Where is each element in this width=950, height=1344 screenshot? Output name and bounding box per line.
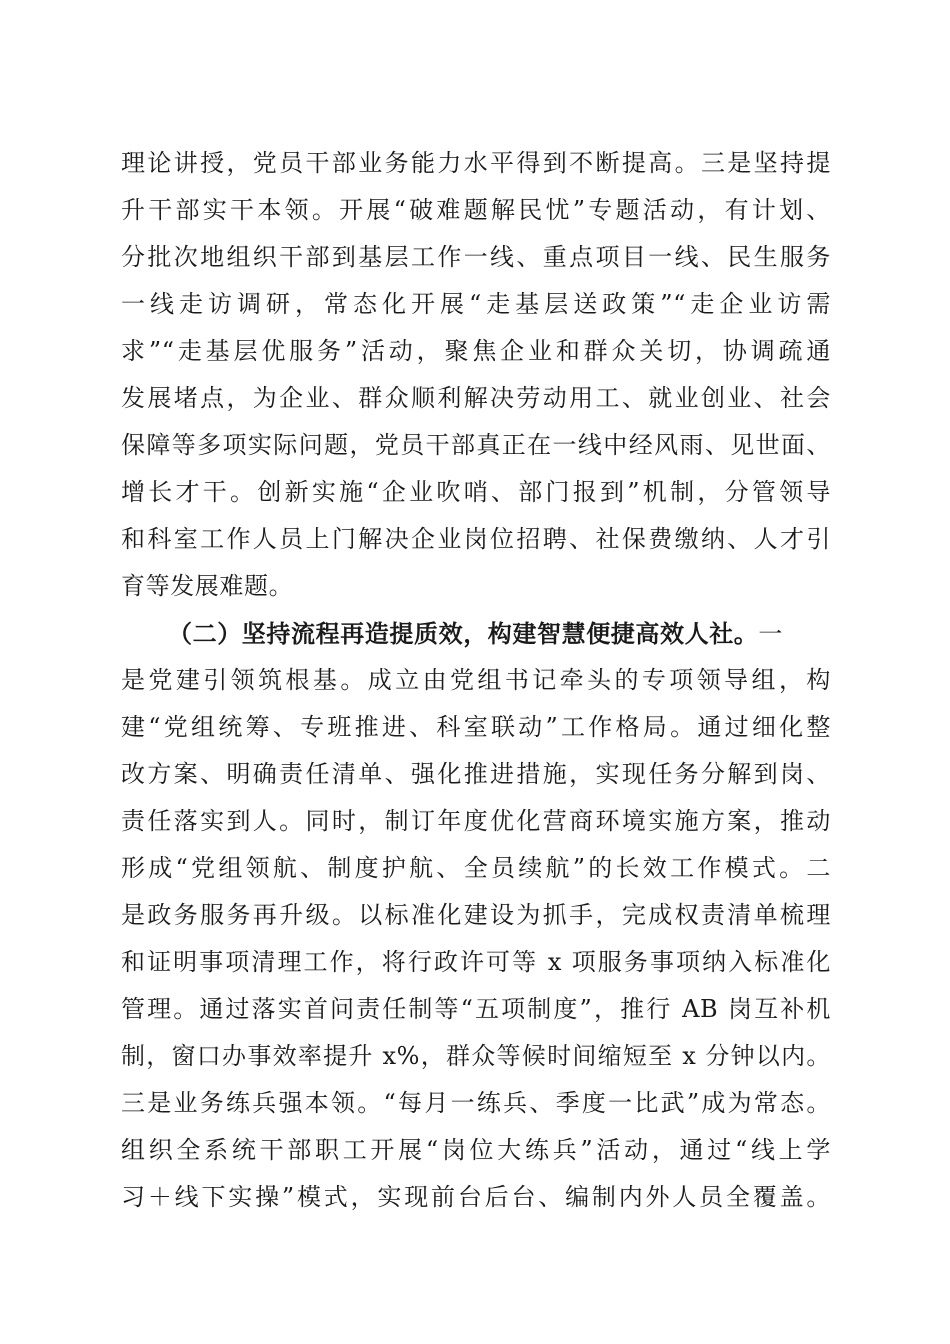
paragraph-line: 育等发展难题。: [121, 572, 294, 600]
paragraph-line: 分批次地组织干部到基层工作一线、重点项目一线、民生服务: [121, 243, 831, 271]
paragraph-line: 管理。通过落实首问责任制等“五项制度”，推行 AB 岗互补机: [121, 995, 831, 1023]
paragraph-line: 建“党组统筹、专班推进、科室联动”工作格局。通过细化整: [121, 713, 831, 741]
section-heading-tail: 一: [758, 620, 784, 648]
paragraph-line: 理论讲授，党员干部业务能力水平得到不断提高。三是坚持提: [121, 149, 831, 177]
paragraph-line: 和证明事项清理工作，将行政许可等 x 项服务事项纳入标准化: [121, 948, 831, 976]
paragraph-line: 形成“党组领航、制度护航、全员续航”的长效工作模式。二: [121, 854, 831, 882]
paragraph-line: 增长才干。创新实施“企业吹哨、部门报到”机制，分管领导: [121, 478, 831, 506]
paragraph-line: 是政务服务再升级。以标准化建设为抓手，完成权责清单梳理: [121, 901, 831, 929]
paragraph-line: 一线走访调研，常态化开展“走基层送政策”“走企业访需: [121, 290, 831, 318]
paragraph-line: 保障等多项实际问题，党员干部真正在一线中经风雨、见世面、: [121, 431, 831, 459]
paragraph-line: 制，窗口办事效率提升 x%，群众等候时间缩短至 x 分钟以内。: [121, 1042, 831, 1070]
paragraph-line: 组织全系统干部职工开展“岗位大练兵”活动，通过“线上学: [121, 1136, 831, 1164]
paragraph-line: 升干部实干本领。开展“破难题解民忧”专题活动，有计划、: [121, 196, 831, 224]
section-heading: （二）坚持流程再造提质效，构建智慧便捷高效人社。: [168, 619, 759, 648]
paragraph-line: 三是业务练兵强本领。“每月一练兵、季度一比武”成为常态。: [121, 1089, 831, 1117]
paragraph-line: 发展堵点，为企业、群众顺利解决劳动用工、就业创业、社会: [121, 384, 831, 412]
paragraph-line: 习＋线下实操”模式，实现前台后台、编制内外人员全覆盖。: [121, 1183, 831, 1211]
section-heading-line: [121, 610, 831, 657]
paragraph-line: 求”“走基层优服务”活动，聚焦企业和群众关切，协调疏通: [121, 337, 831, 365]
body-text: [121, 140, 831, 1221]
paragraph-line: 和科室工作人员上门解决企业岗位招聘、社保费缴纳、人才引: [121, 525, 831, 553]
paragraph-line: 责任落实到人。同时，制订年度优化营商环境实施方案，推动: [121, 807, 831, 835]
paragraph-line: 改方案、明确责任清单、强化推进措施，实现任务分解到岗、: [121, 760, 831, 788]
paragraph-line: 是党建引领筑根基。成立由党组书记牵头的专项领导组，构: [121, 666, 831, 694]
